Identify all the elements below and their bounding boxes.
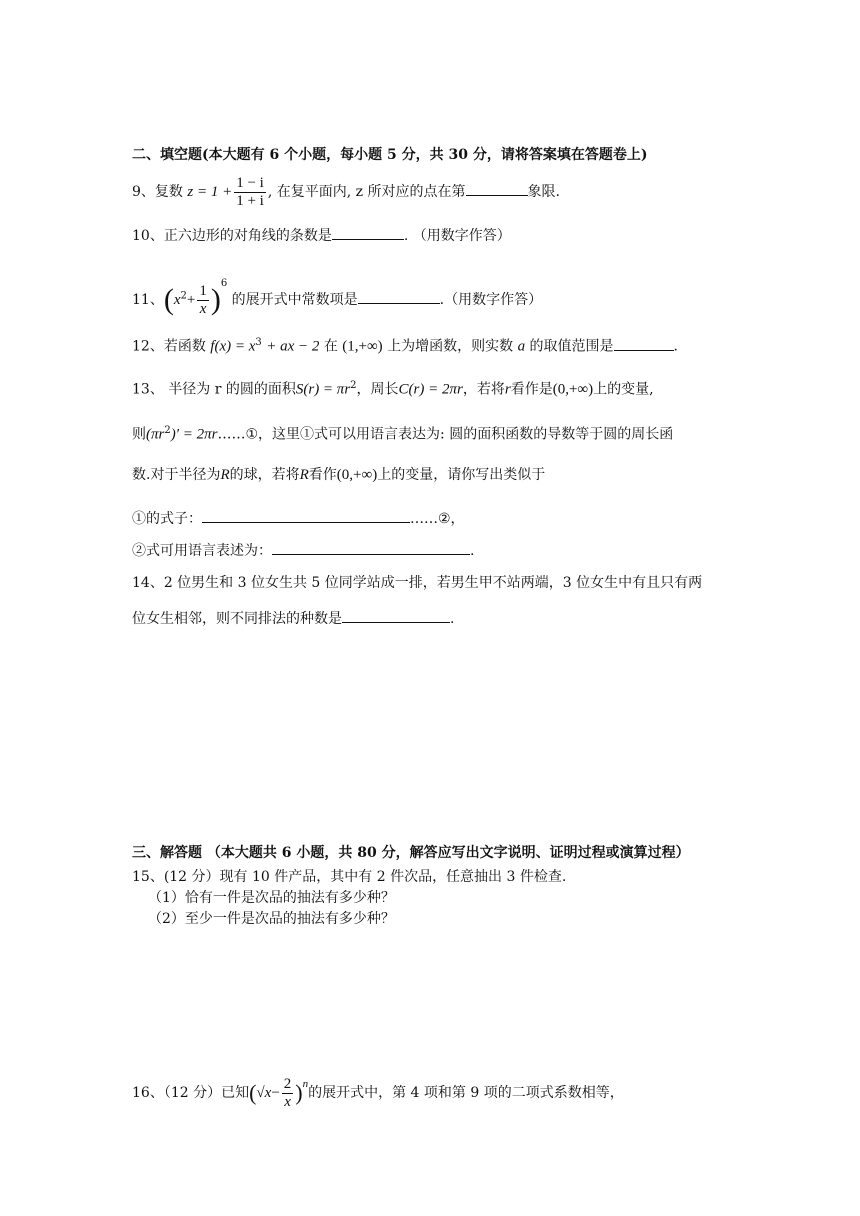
question-11 bbox=[132, 262, 542, 322]
question-10 bbox=[132, 225, 511, 246]
q13-R-2: R bbox=[299, 467, 309, 483]
q13-line1-b: ，周长 bbox=[356, 381, 399, 398]
q10-text: 10、正六边形的对角线的条数是 bbox=[132, 228, 332, 244]
q9-lead: z = 1 + bbox=[187, 184, 233, 200]
q16-minus: − bbox=[271, 1085, 280, 1101]
q12-text1: 12、若函数 bbox=[132, 338, 206, 355]
q11-base: x bbox=[173, 292, 181, 308]
question-13-line-5 bbox=[132, 540, 474, 561]
q13-line1-e: 上的变量, bbox=[593, 381, 654, 398]
q11-frac-den: x bbox=[199, 300, 207, 317]
q13-deriv-rest: )′ = 2πr bbox=[170, 426, 218, 443]
q13-area: S(r) = πr bbox=[295, 381, 351, 398]
q11-number: 11、 bbox=[132, 292, 164, 308]
q12-var: a bbox=[517, 338, 526, 355]
q12-answer-blank[interactable] bbox=[614, 336, 674, 351]
q13-deriv: (πr bbox=[146, 426, 165, 443]
q11-text: 的展开式中常数项是 bbox=[231, 292, 358, 308]
q13-deriv-exp: 2 bbox=[164, 425, 171, 436]
q13-line2-a: 则 bbox=[132, 426, 146, 443]
q11-right-paren: ) bbox=[210, 283, 221, 316]
q11-answer-blank[interactable] bbox=[358, 289, 440, 304]
section-heading-solutions: 三、解答题 （本大题共 6 小题，共 80 分，解答应写出文字说明、证明过程或演算过程） bbox=[132, 845, 690, 861]
q14-line2: 位女生相邻，则不同排法的种数是 bbox=[132, 611, 342, 627]
q11-power: 6 bbox=[220, 278, 228, 289]
q13-interval-1: (0,+∞) bbox=[552, 381, 594, 398]
question-14-line-1: 14、2 位男生和 3 位女生共 5 位同学站成一排，若男生甲不站两端，3 位女生中有且只有两 bbox=[132, 575, 703, 591]
q12-text3: 上为增函数，则实数 bbox=[387, 338, 514, 355]
question-15-part-1: （1）恰有一件是次品的抽法有多少种？ bbox=[148, 890, 395, 906]
q9-tail: 象限. bbox=[527, 184, 560, 200]
q11-left-paren: ( bbox=[163, 283, 174, 316]
q16-left-paren: ( bbox=[249, 1080, 257, 1105]
q13-line3-b: 的球，若将 bbox=[229, 467, 300, 483]
q13-line3-a: 数.对于半径为 bbox=[132, 467, 221, 483]
q16-frac-num: 2 bbox=[283, 1075, 292, 1092]
q12-text4: 的取值范围是 bbox=[529, 338, 614, 355]
question-16 bbox=[132, 1062, 624, 1115]
q16-text: 的展开式中，第 4 项和第 9 项的二项式系数相等， bbox=[308, 1085, 624, 1101]
section-heading-fill-in: 二、填空题(本大题有 6 个小题，每小题 5 分，共 30 分，请将答案填在答题卷上) bbox=[132, 147, 648, 163]
q13-line4-a: ①的式子： bbox=[132, 511, 202, 527]
q14-answer-blank[interactable] bbox=[342, 608, 450, 623]
q16-power: n bbox=[302, 1078, 309, 1090]
question-15-part-2: （2）至少一件是次品的抽法有多少种？ bbox=[148, 911, 395, 927]
q11-exp: 2 bbox=[180, 290, 187, 302]
q16-number: 16、（12 分）已知 bbox=[132, 1085, 250, 1101]
q13-line1-a: 13、 半径为 r 的圆的面积 bbox=[132, 381, 296, 398]
q16-frac-den: x bbox=[284, 1093, 291, 1110]
q11-plus: + bbox=[186, 292, 196, 308]
q9-frac-num: 1 − i bbox=[236, 174, 264, 191]
q16-right-paren: ) bbox=[295, 1080, 303, 1105]
question-12 bbox=[132, 333, 678, 357]
q13-r: r bbox=[504, 381, 511, 398]
q9-number: 9、复数 bbox=[132, 184, 183, 200]
q13-line1-c: ，若将 bbox=[462, 381, 505, 398]
question-9 bbox=[132, 172, 560, 212]
q9-frac-den: 1 + i bbox=[236, 192, 264, 209]
q14-tail: . bbox=[450, 611, 455, 627]
q13-line3-d: 上的变量，请你写出类似于 bbox=[377, 467, 546, 483]
question-13-line-1 bbox=[132, 376, 654, 400]
q11-frac-num: 1 bbox=[199, 282, 207, 299]
q10-tail: . （用数字作答） bbox=[403, 228, 511, 244]
q13-formula-blank[interactable] bbox=[202, 508, 410, 523]
question-14-line-2 bbox=[132, 608, 454, 629]
q13-statement-blank[interactable] bbox=[272, 540, 470, 555]
q13-line2-b: ……①，这里①式可以用语言表达为: 圆的面积函数的导数等于圆的周长函 bbox=[217, 426, 674, 443]
q13-R-1: R bbox=[220, 467, 230, 483]
q11-fraction bbox=[197, 283, 209, 318]
q13-circ: C(r) = 2πr bbox=[398, 381, 463, 398]
q13-line5-a: ②式可用语言表述为： bbox=[132, 543, 272, 559]
question-13-line-2 bbox=[132, 421, 673, 445]
q12-interval: (1,+∞) bbox=[342, 338, 383, 355]
q13-line5-b: . bbox=[470, 543, 475, 559]
question-13-line-4 bbox=[132, 508, 465, 529]
q16-sqrt: √x bbox=[256, 1085, 272, 1101]
q16-fraction bbox=[282, 1076, 294, 1111]
q12-cube: 3 bbox=[255, 337, 262, 348]
q12-rest: + ax − 2 bbox=[266, 338, 320, 355]
q12-func: f(x) = x bbox=[210, 338, 256, 355]
q9-fraction bbox=[234, 175, 266, 210]
q13-line4-b: ……②， bbox=[410, 511, 465, 527]
q9-text: , 在复平面内, z 所对应的点在第 bbox=[267, 184, 466, 200]
q9-answer-blank[interactable] bbox=[466, 181, 528, 196]
q10-answer-blank[interactable] bbox=[332, 225, 404, 240]
question-15: 15、(12 分）现有 10 件产品，其中有 2 件次品，任意抽出 3 件检查. bbox=[132, 869, 567, 885]
q13-line3-c: 看作 bbox=[308, 467, 337, 483]
q12-tail: . bbox=[673, 338, 678, 355]
q13-interval-2: (0,+∞) bbox=[336, 467, 378, 483]
q12-text2: 在 bbox=[323, 338, 338, 355]
question-13-line-3 bbox=[132, 465, 545, 485]
q13-line1-d: 看作是 bbox=[510, 381, 553, 398]
q13-area-exp: 2 bbox=[350, 380, 357, 391]
q11-tail: .（用数字作答） bbox=[439, 292, 543, 308]
